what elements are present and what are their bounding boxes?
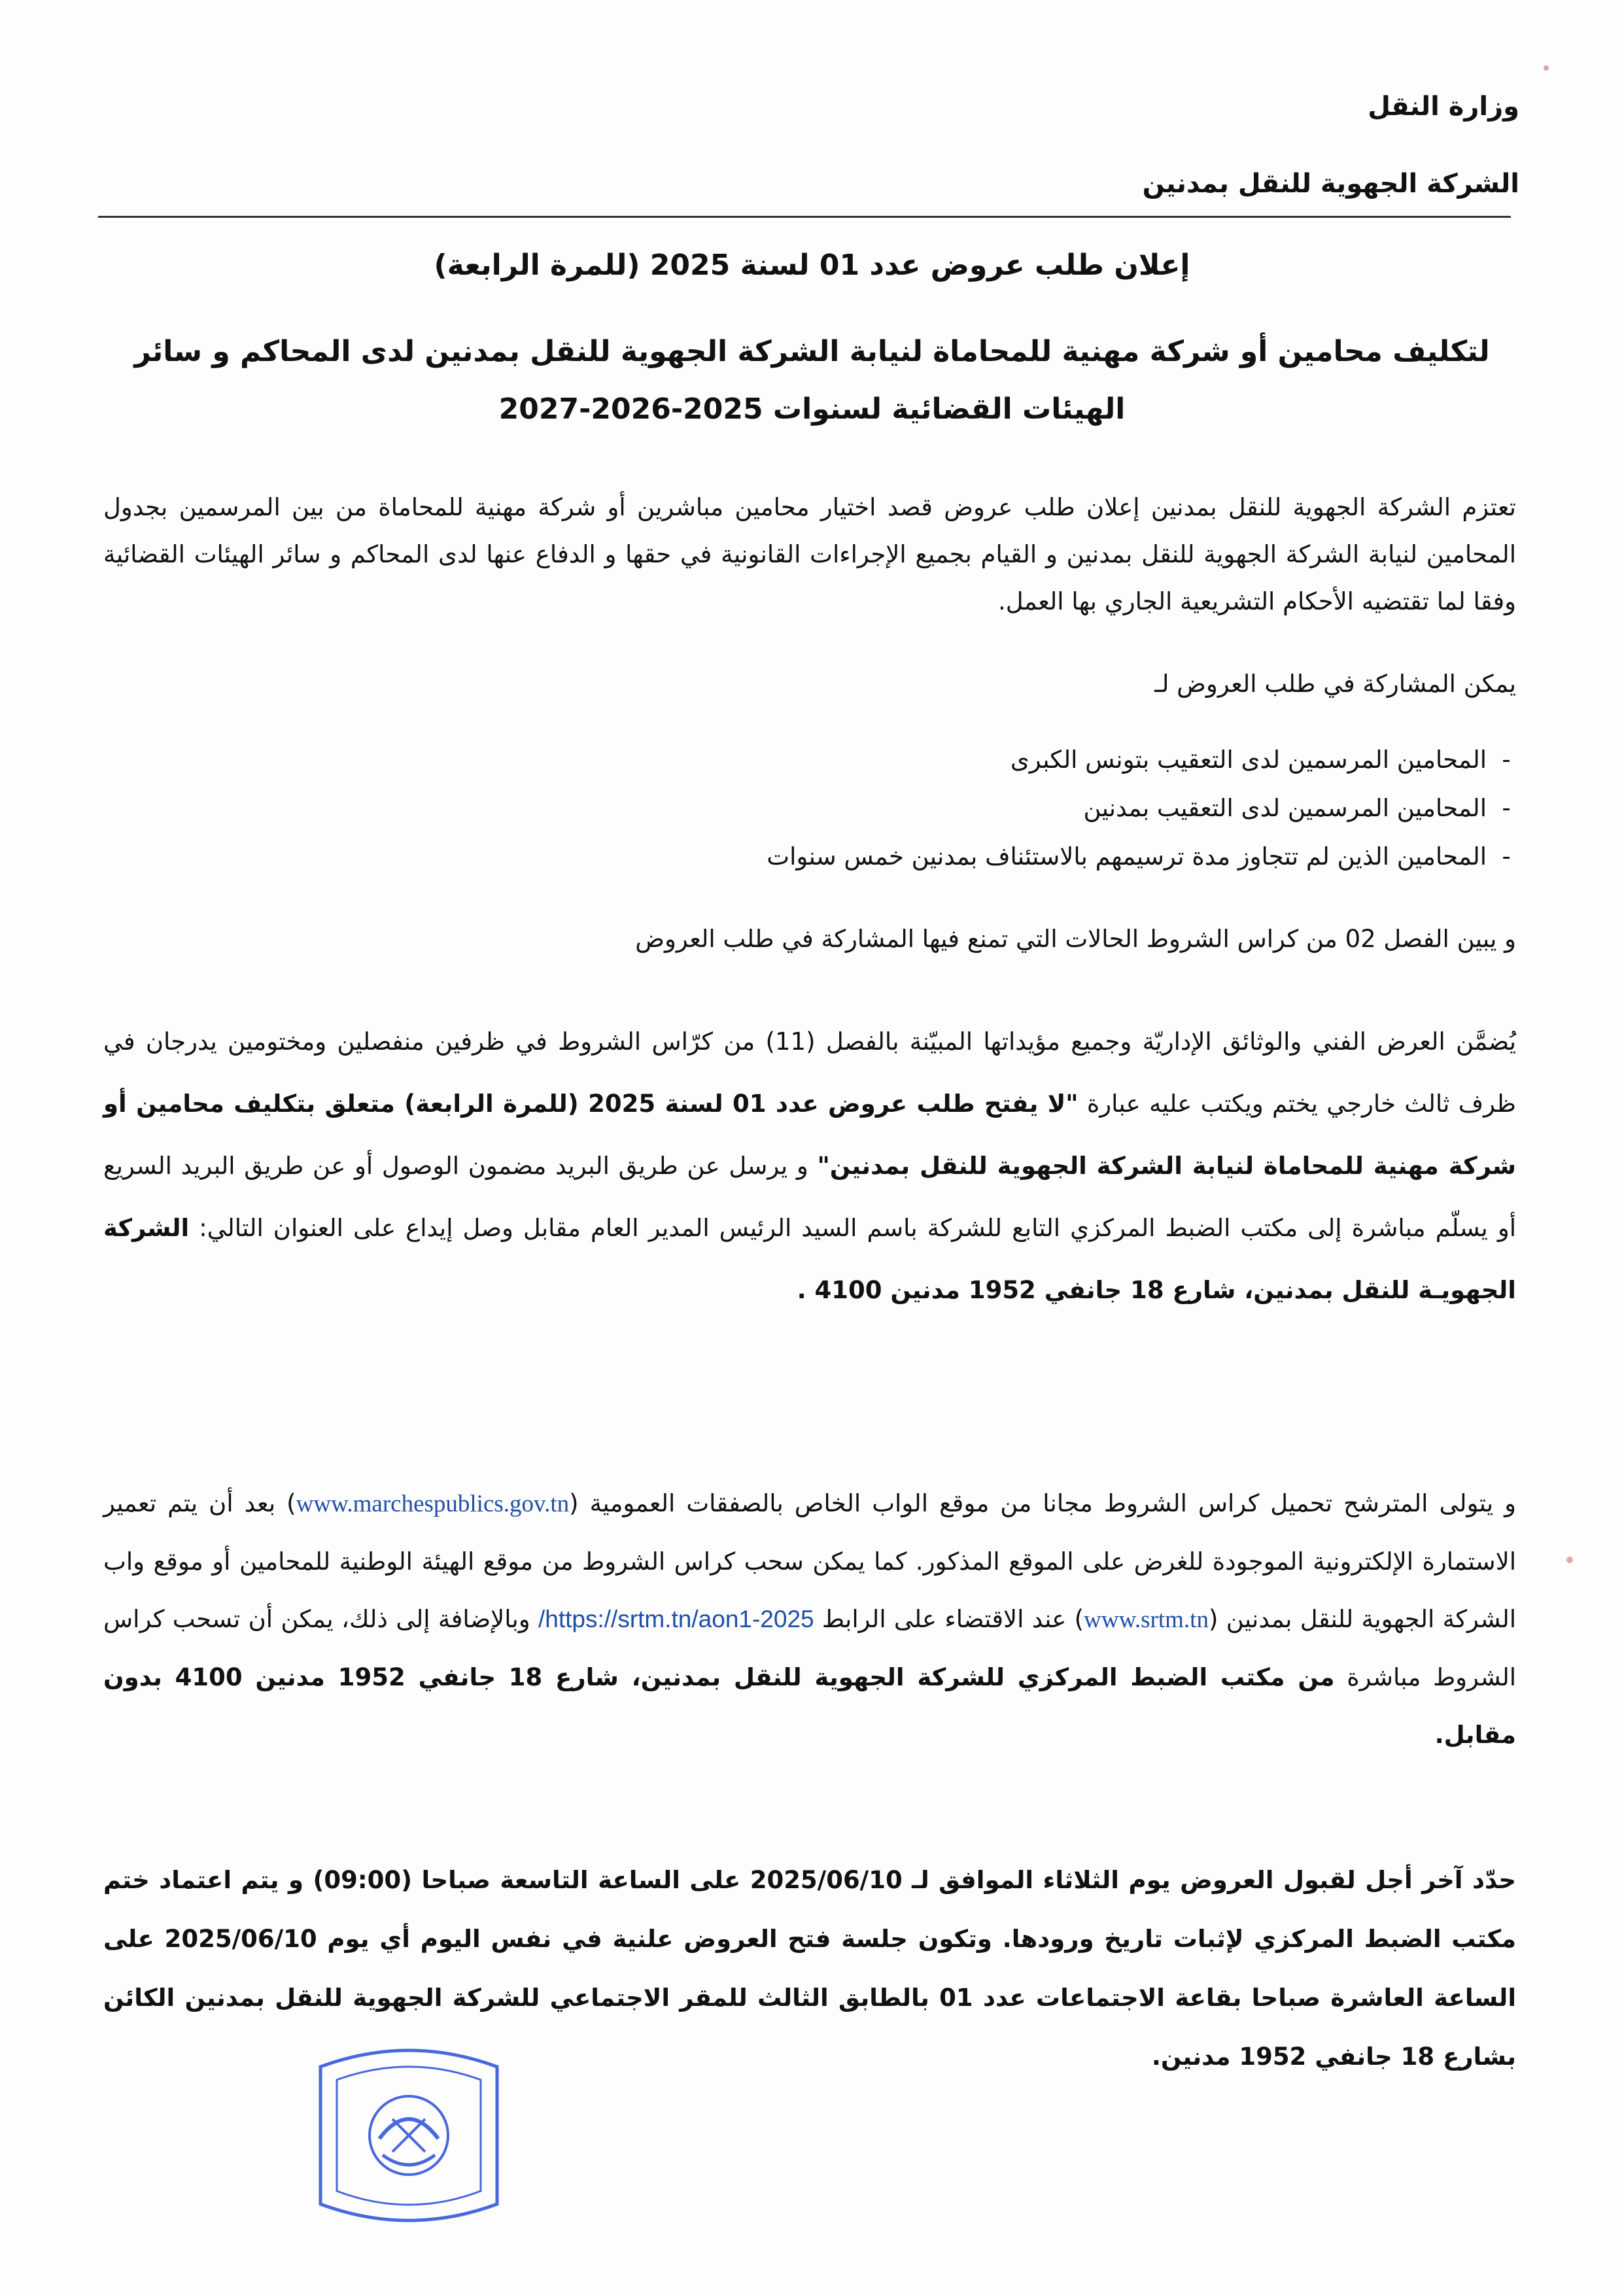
aon-link[interactable]: https://srtm.tn/aon1-2025/: [538, 1606, 814, 1632]
download-paragraph: [103, 1475, 1516, 1764]
scan-speck: [1544, 65, 1549, 71]
list-item: [767, 736, 1526, 784]
announcement-subtitle-line1: لتكليف محامين أو شركة مهنية للمحاماة لنيابة الشركة الجهوية للنقل بمدنين لدى المحاكم و سائر: [134, 335, 1490, 368]
eligibility-list: [767, 736, 1526, 881]
marchespublics-link[interactable]: www.marchespublics.gov.tn: [296, 1491, 570, 1517]
chapter-02-note: و يبين الفصل 02 من كراس الشروط الحالات التي تمنع فيها المشاركة في طلب العروض: [635, 925, 1516, 953]
download-text-1: و يتولى المترشح تحميل كراس الشروط مجانا من موقع الواب الخاص بالصفقات العمومية (: [569, 1489, 1516, 1517]
announcement-subtitle-line2: الهيئات القضائية لسنوات 2025-2026-2027: [498, 392, 1126, 426]
participation-label: يمكن المشاركة في طلب العروض لـ: [1154, 670, 1516, 698]
bullet-dash: -: [1502, 794, 1511, 822]
envelope-label: "لا يفتح طلب عروض عدد 01 لسنة 2025 (للمرة الرابعة) متعلق بتكليف محامين أو شركة مهنية للمحاماة لنيابة الشركة الجهوية للنقل بمدنين": [103, 1090, 1516, 1180]
eligibility-item: المحامين المرسمين لدى التعقيب بمدنين: [1083, 794, 1487, 822]
list-item: [767, 833, 1526, 881]
submission-text-1: يُضمَّن العرض الفني والوثائق الإداريّة وجميع مؤيداتها المبيّنة بالفصل (11) من كرّاس الشروط في ظرفين منفصلين ومختومين يدرجان في ظرف ثالث خارجي يختم ويكتب عليه عبارة: [103, 1027, 1516, 1118]
ministry-name: وزارة النقل: [1368, 92, 1519, 122]
submission-paragraph: [103, 1010, 1516, 1321]
eligibility-item: المحامين المرسمين لدى التعقيب بتونس الكبرى: [1010, 746, 1487, 774]
bullet-dash: -: [1502, 842, 1511, 871]
company-name: الشركة الجهوية للنقل بمدنين: [1142, 169, 1519, 199]
company-address: الشركة الجهويـة للنقل بمدنين، شارع 18 جانفي 1952 مدنين 4100 .: [103, 1214, 1516, 1304]
eligibility-item: المحامين الذين لم تتجاوز مدة ترسيمهم بالاستئناف بمدنين خمس سنوات: [767, 842, 1487, 871]
deadline-paragraph: حدّد آخر أجل لقبول العروض يوم الثلاثاء الموافق لـ 2025/06/10 على الساعة التاسعة صباحا (09:00) و يتم اعتماد ختم مكتب الضبط المركزي لإثبات تاريخ ورودها. وتكون جلسة فتح العروض علنية في نفس اليوم أي يوم 2025/06/10 على الساعة العاشرة صباحا بقاعة الاجتماعات عدد 01 بالطابق الثالث للمقر الاجتماعي للشركة الجهوية للنقل بمدنين الكائن بشارع 18 جانفي 1952 مدنين.: [103, 1866, 1516, 2071]
scan-speck: [1566, 1557, 1573, 1563]
announcement-title: إعلان طلب عروض عدد 01 لسنة 2025 (للمرة الرابعة): [434, 249, 1190, 282]
stamp-seal-icon: [301, 2041, 517, 2237]
download-text-4: وبالإضافة إلى ذلك، يمكن أن تسحب كراس الشروط مباشرة: [103, 1605, 1517, 1691]
header-divider: [98, 216, 1511, 218]
company-stamp: [301, 2041, 517, 2237]
central-office-address: من مكتب الضبط المركزي للشركة الجهوية للنقل بمدنين، شارع 18 جانفي 1952 مدنين 4100 بدون مقابل.: [103, 1663, 1516, 1749]
download-text-3: ) عند الاقتضاء على الرابط: [814, 1605, 1084, 1633]
download-text-2: ) بعد أن يتم تعمير الاستمارة الإلكترونية الموجودة للغرض على الموقع المذكور. كما يمكن سحب كراس الشروط من موقع الهيئة الوطنية للمحامين أو موقع واب الشركة الجهوية للنقل بمدنين (: [103, 1489, 1516, 1633]
list-item: [767, 784, 1526, 833]
bullet-dash: -: [1502, 746, 1511, 774]
srtm-link[interactable]: www.srtm.tn: [1084, 1606, 1209, 1633]
intro-paragraph: تعتزم الشركة الجهوية للنقل بمدنين إعلان طلب عروض قصد اختيار محامين مباشرين أو شركة مهنية للمحاماة من بين المرسمين بجدول المحامين لنيابة الشركة الجهوية للنقل بمدنين و القيام بجميع الإجراءات القانونية في حقها و الدفاع عنها لدى المحاكم و سائر الهيئات القضائية وفقا لما تقتضيه الأحكام التشريعية الجاري بها العمل.: [103, 493, 1516, 615]
submission-text-2: و يرسل عن طريق البريد مضمون الوصول أو عن طريق البريد السريع أو يسلّم مباشرة إلى مكتب الضبط المركزي التابع للشركة باسم السيد الرئيس المدير العام مقابل وصل إيداع على العنوان التالي:: [103, 1152, 1516, 1242]
